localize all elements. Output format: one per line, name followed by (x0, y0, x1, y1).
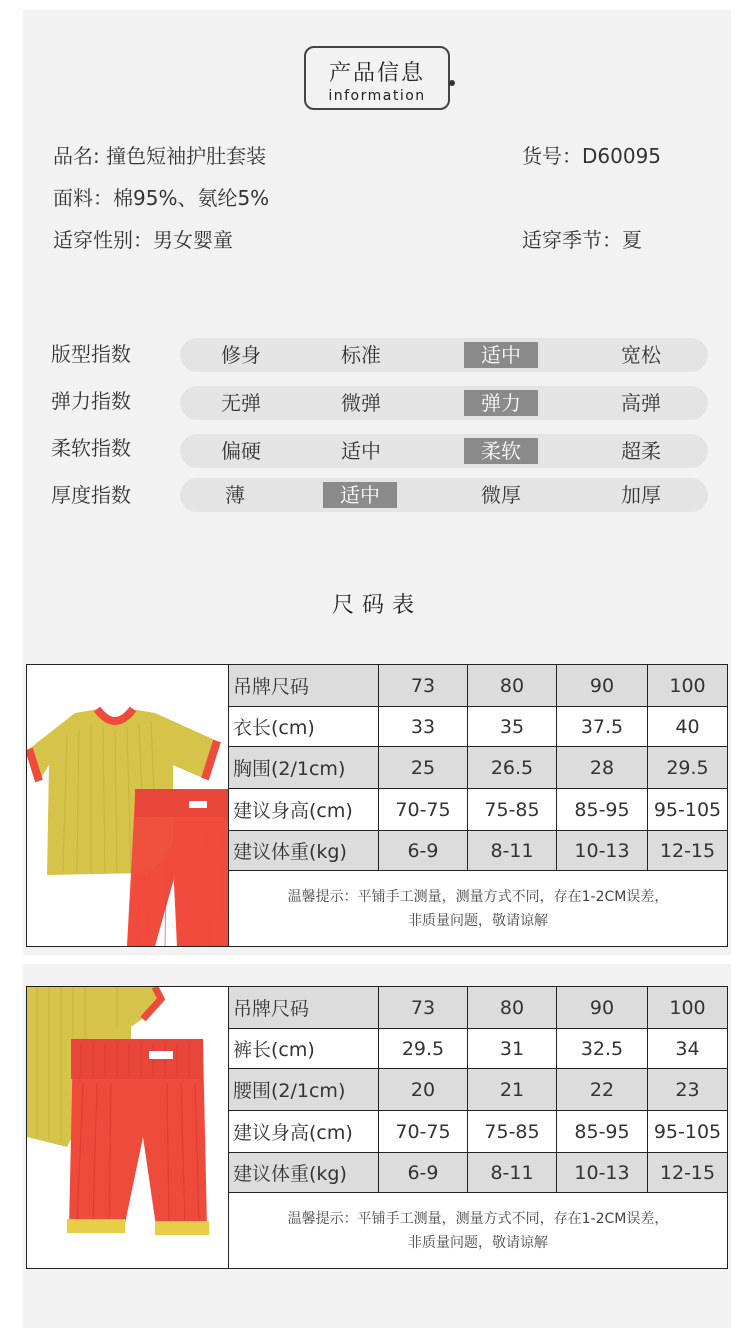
table-cell: 85-95 (557, 1111, 648, 1153)
table-cell: 10-13 (557, 1153, 648, 1193)
table-cell: 73 (379, 987, 468, 1029)
table-row-label: 吊牌尺码 (229, 987, 379, 1029)
table-cell: 33 (379, 707, 468, 747)
table-cell: 35 (468, 707, 557, 747)
table-cell: 10-13 (557, 831, 648, 871)
table-cell: 20 (379, 1069, 468, 1111)
size-note (229, 1207, 727, 1255)
index-option: 标准 (341, 343, 381, 367)
table-cell: 95-105 (648, 1111, 727, 1153)
index-option: 适中 (341, 439, 381, 463)
product-info-badge (304, 46, 450, 110)
table-cell: 90 (557, 987, 648, 1029)
table-row-label: 腰围(2/1cm) (229, 1069, 379, 1111)
index-label: 弹力指数 (51, 389, 131, 413)
size-note-line1: 温馨提示：平铺手工测量，测量方式不同，存在1-2CM误差， (287, 1211, 669, 1227)
table-cell: 70-75 (379, 1111, 468, 1153)
table-row-label: 吊牌尺码 (229, 665, 379, 707)
size-note (229, 885, 727, 933)
index-option: 无弹 (221, 391, 261, 415)
product-season: 适穿季节：夏 (522, 228, 642, 252)
index-option-selected: 适中 (323, 482, 397, 508)
table-cell: 73 (379, 665, 468, 707)
table-cell: 12-15 (648, 831, 727, 871)
index-option-selected: 弹力 (464, 390, 538, 416)
index-option: 薄 (225, 483, 245, 507)
size-note-line2: 非质量问题，敬请谅解 (408, 913, 548, 929)
shirt-shorts-photo (27, 665, 229, 946)
size-note-line1: 温馨提示：平铺手工测量，测量方式不同，存在1-2CM误差， (287, 889, 669, 905)
size-chart-title: 尺码表 (331, 593, 422, 618)
table-cell: 29.5 (379, 1029, 468, 1069)
index-option-selected: 柔软 (464, 438, 538, 464)
index-option: 偏硬 (221, 439, 261, 463)
table-cell: 80 (468, 665, 557, 707)
table-cell: 100 (648, 987, 727, 1029)
bottom-size-table (26, 986, 728, 1269)
badge-subtitle: information (328, 88, 426, 104)
table-cell: 75-85 (468, 789, 557, 831)
index-option: 高弹 (621, 391, 661, 415)
table-cell: 21 (468, 1069, 557, 1111)
table-cell: 25 (379, 747, 468, 789)
table-row-label: 衣长(cm) (229, 707, 379, 747)
table-cell: 8-11 (468, 1153, 557, 1193)
table-cell: 40 (648, 707, 727, 747)
table-cell: 70-75 (379, 789, 468, 831)
shorts-photo (27, 987, 229, 1268)
index-label: 柔软指数 (51, 436, 131, 460)
table-row-label: 建议体重(kg) (229, 831, 379, 871)
table-cell: 8-11 (468, 831, 557, 871)
table-cell: 34 (648, 1029, 727, 1069)
table-cell: 29.5 (648, 747, 727, 789)
table-row-label: 建议体重(kg) (229, 1153, 379, 1193)
top-size-table (26, 664, 728, 947)
badge-dot (449, 80, 455, 86)
table-cell: 95-105 (648, 789, 727, 831)
index-scale (180, 478, 708, 512)
table-row-label: 建议身高(cm) (229, 789, 379, 831)
index-option: 修身 (221, 343, 261, 367)
table-cell: 100 (648, 665, 727, 707)
table-cell: 37.5 (557, 707, 648, 747)
index-label: 厚度指数 (51, 483, 131, 507)
index-label: 版型指数 (51, 342, 131, 366)
badge-title: 产品信息 (328, 61, 425, 86)
size-note-line2: 非质量问题，敬请谅解 (408, 1235, 548, 1251)
table-cell: 31 (468, 1029, 557, 1069)
table-cell: 26.5 (468, 747, 557, 789)
index-option: 微厚 (481, 483, 521, 507)
index-option: 超柔 (621, 439, 661, 463)
table-cell: 22 (557, 1069, 648, 1111)
table-cell: 75-85 (468, 1111, 557, 1153)
table-cell: 32.5 (557, 1029, 648, 1069)
product-gender: 适穿性别：男女婴童 (53, 228, 233, 252)
table-cell: 23 (648, 1069, 727, 1111)
index-scale (180, 386, 708, 420)
index-scale (180, 434, 708, 468)
product-sku: 货号：D60095 (522, 144, 662, 168)
table-cell: 6-9 (379, 1153, 468, 1193)
table-cell: 28 (557, 747, 648, 789)
table-cell: 6-9 (379, 831, 468, 871)
index-option: 加厚 (621, 483, 661, 507)
table-row-label: 胸围(2/1cm) (229, 747, 379, 789)
table-cell: 12-15 (648, 1153, 727, 1193)
index-option: 宽松 (621, 343, 661, 367)
index-option: 微弹 (341, 391, 381, 415)
index-scale (180, 338, 708, 372)
index-option-selected: 适中 (464, 342, 538, 368)
table-cell: 90 (557, 665, 648, 707)
table-row-label: 建议身高(cm) (229, 1111, 379, 1153)
product-material: 面料：棉95%、氨纶5% (53, 186, 270, 210)
table-row-label: 裤长(cm) (229, 1029, 379, 1069)
product-name: 品名: 撞色短袖护肚套装 (53, 144, 267, 168)
table-cell: 80 (468, 987, 557, 1029)
table-cell: 85-95 (557, 789, 648, 831)
